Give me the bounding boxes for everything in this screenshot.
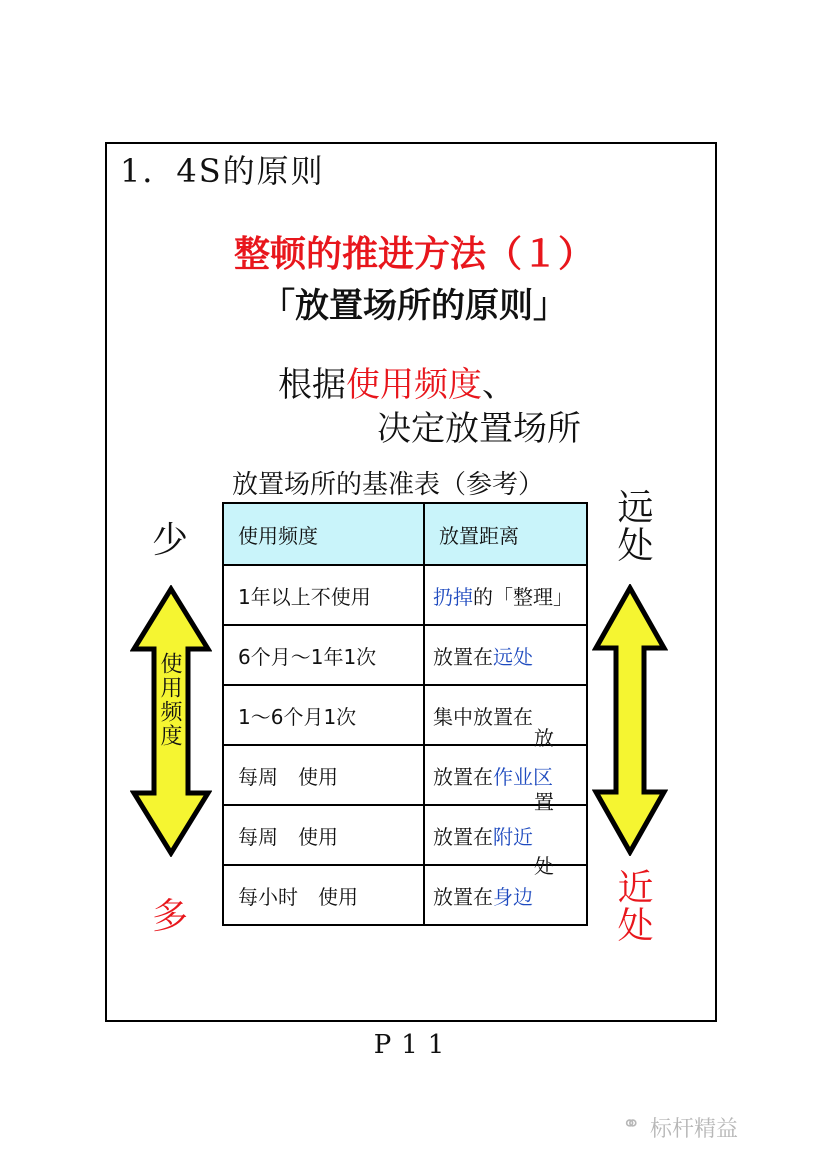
table-row bbox=[223, 805, 587, 865]
table-row bbox=[223, 625, 587, 685]
principle-line-2: 决定放置场所 bbox=[377, 409, 581, 449]
principle-highlight: 使用频度 bbox=[346, 365, 482, 405]
page-number: P11 bbox=[373, 1030, 455, 1060]
distance-keyword: 附近 bbox=[493, 824, 533, 849]
section-heading: 1．4S的原则 bbox=[120, 152, 325, 190]
table-header-row bbox=[223, 503, 587, 565]
header-distance: 放置距离 bbox=[424, 503, 587, 565]
header-frequency: 使用频度 bbox=[223, 503, 424, 565]
double-arrow-icon bbox=[592, 584, 668, 856]
principle-prefix: 根据 bbox=[278, 365, 346, 405]
cell-frequency: 1年以上不使用 bbox=[223, 565, 424, 625]
cell-frequency: 6个月～1年1次 bbox=[223, 625, 424, 685]
table-row bbox=[223, 745, 587, 805]
cell-distance: 扔掉的「整理」 bbox=[424, 565, 587, 625]
wechat-icon: ⚭ bbox=[622, 1112, 641, 1137]
cell-frequency: 每周 使用 bbox=[223, 745, 424, 805]
overflow-char: 放 bbox=[534, 726, 554, 750]
principle-suffix: 、 bbox=[482, 365, 516, 405]
cell-distance: 放置在身边 bbox=[424, 865, 587, 925]
principle-line-1 bbox=[278, 357, 516, 406]
overflow-char: 处 bbox=[534, 854, 554, 878]
left-axis-top: 少 bbox=[152, 520, 189, 561]
page-subtitle: 「放置场所的原则」 bbox=[261, 286, 567, 326]
table-row bbox=[223, 685, 587, 745]
page-title: 整顿的推进方法（１） bbox=[233, 233, 594, 275]
cell-frequency: 每周 使用 bbox=[223, 805, 424, 865]
table-row bbox=[223, 565, 587, 625]
table-caption: 放置场所的基准表（参考） bbox=[232, 470, 545, 500]
watermark-text: 标杆精益 bbox=[650, 1117, 739, 1142]
right-axis-bottom: 近处 bbox=[612, 868, 653, 944]
distance-keyword: 作业区 bbox=[493, 764, 553, 789]
cell-distance: 放置在作业区 bbox=[424, 745, 587, 805]
distance-keyword: 扔掉 bbox=[433, 584, 473, 609]
cell-distance: 集中放置在 bbox=[424, 685, 587, 745]
cell-distance: 放置在附近 bbox=[424, 805, 587, 865]
distance-keyword: 身边 bbox=[493, 884, 533, 909]
overflow-char: 置 bbox=[534, 790, 554, 814]
cell-frequency: 1～6个月1次 bbox=[223, 685, 424, 745]
table-row bbox=[223, 865, 587, 925]
distance-keyword: 远处 bbox=[493, 644, 533, 669]
cell-frequency: 每小时 使用 bbox=[223, 865, 424, 925]
left-axis-label: 使用频度 bbox=[157, 652, 182, 748]
right-axis-top: 远处 bbox=[612, 488, 653, 564]
cell-distance: 放置在远处 bbox=[424, 625, 587, 685]
left-axis-bottom: 多 bbox=[152, 896, 189, 937]
